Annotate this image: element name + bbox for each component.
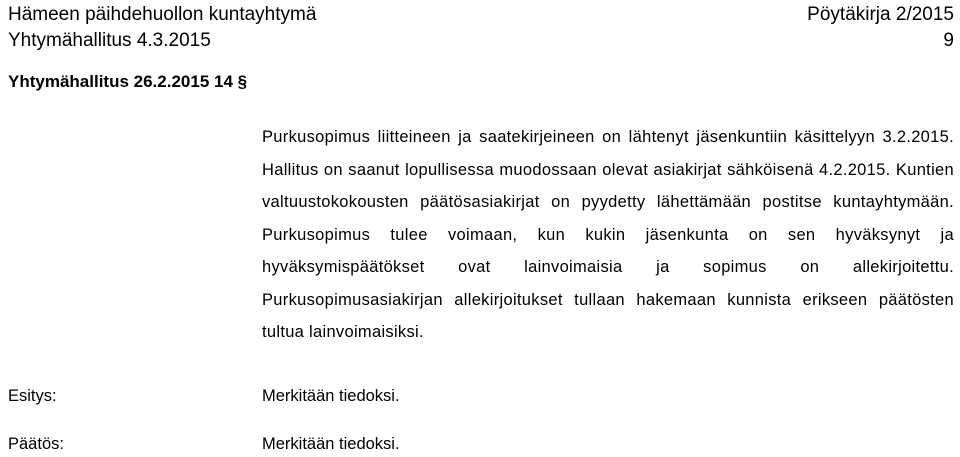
organization-name: Hämeen päihdehuollon kuntayhtymä (8, 4, 317, 25)
proposal-value: Merkitään tiedoksi. (262, 387, 400, 405)
header-left (8, 2, 316, 54)
section-heading: Yhtymähallitus 26.2.2015 14 § (8, 72, 248, 91)
proposal-label: Esitys: (8, 387, 57, 405)
decision-label: Päätös: (8, 435, 64, 453)
page-number: 9 (943, 30, 954, 51)
section-body: Purkusopimus liitteineen ja saatekirjeineen on lähtenyt jäsenkuntiin käsittelyyn 3.2.2015. Hallitus on saanut lopullisessa muodossaan olevat asiakirjat sähköisenä 4.2.2015. Kuntien valtuustokokousten päätösasiakirjat on pyydetty lähettämään postitse kuntayhtymään. Purkusopimus tulee voimaan, kun kukin jäsenkunta on sen hyväksynyt ja hyväksymispäätökset ovat lainvoimaisia ja sopimus on allekirjoitettu. Purkusopimusasiakirjan allekirjoitukset tullaan hakemaan kunnista erikseen päätösten tultua lainvoimaisiksi. (262, 128, 954, 341)
decision-value: Merkitään tiedoksi. (262, 435, 400, 453)
document-id: Pöytäkirja 2/2015 (807, 4, 954, 25)
meeting-name: Yhtymähallitus 4.3.2015 (8, 30, 211, 51)
header-right (807, 2, 954, 54)
